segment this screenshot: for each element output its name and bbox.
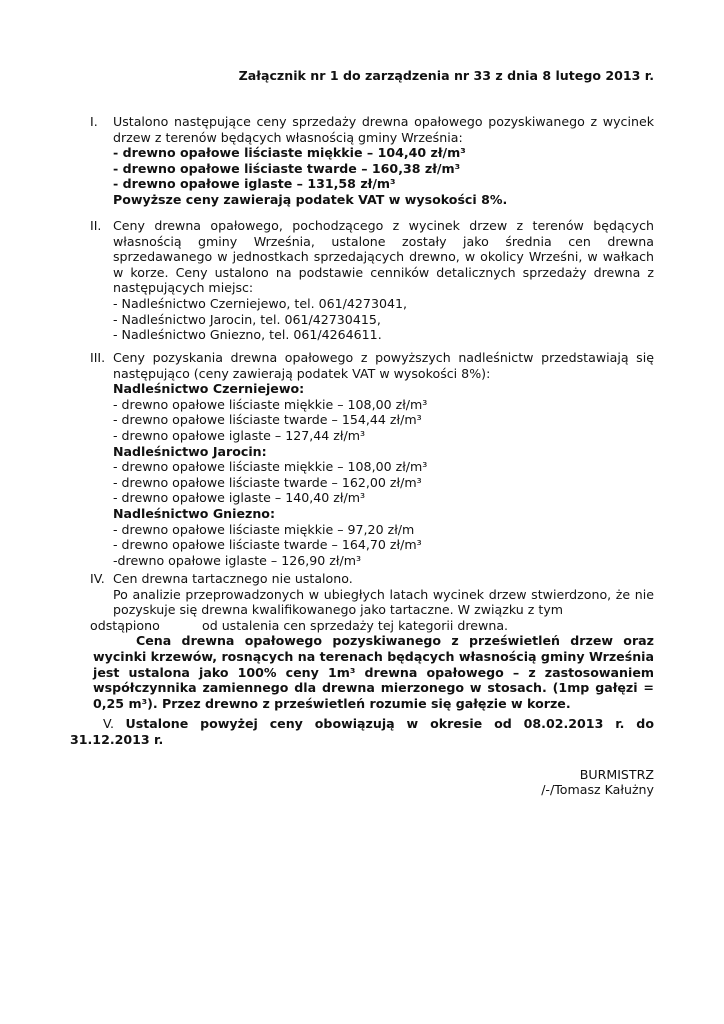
section-4 — [90, 571, 654, 711]
source-line: - Nadleśnictwo Jarocin, tel. 061/42730415, — [113, 311, 381, 327]
section-number: III. — [90, 350, 106, 365]
validity-text: Ustalone powyżej ceny obowiązują w okresie od 08.02.2013 r. do 31.12.2013 r. — [70, 716, 654, 747]
decision-text: od ustalenia cen sprzedaży tej kategorii drewna. — [202, 617, 509, 633]
source-line: - Nadleśnictwo Gniezno, tel. 061/4264611. — [113, 327, 382, 343]
forestry-name: Nadleśnictwo Czerniejewo: — [113, 381, 305, 397]
section-number: I. — [90, 114, 98, 129]
forestry-name: Nadleśnictwo Gniezno: — [113, 505, 275, 521]
price-line: - drewno opałowe liściaste miękkie – 108,00 zł/m³ — [113, 396, 428, 412]
source-line: - Nadleśnictwo Czerniejewo, tel. 061/4273041, — [113, 295, 407, 311]
price-line: - drewno opałowe liściaste twarde – 160,38 zł/m³ — [113, 160, 461, 176]
price-line: - drewno opałowe liściaste twarde – 154,44 zł/m³ — [113, 412, 422, 428]
section-number: IV. — [90, 571, 105, 586]
price-line: - drewno opałowe iglaste – 127,44 zł/m³ — [113, 427, 366, 443]
section-intro: Ceny pozyskania drewna opałowego z powyższych nadleśnictw przedstawiają się następująco (ceny zawierają podatek VAT w wysokości 8%): — [113, 350, 654, 381]
price-line: - drewno opałowe liściaste miękkie – 108,00 zł/m³ — [113, 459, 428, 475]
price-line: - drewno opałowe liściaste twarde – 162,00 zł/m³ — [113, 474, 422, 490]
price-line: - drewno opałowe liściaste miękkie – 97,20 zł/m — [113, 521, 415, 537]
price-line: -drewno opałowe iglaste – 126,90 zł/m³ — [113, 552, 362, 568]
price-line: - drewno opałowe iglaste – 140,40 zł/m³ — [113, 490, 366, 506]
sawn-timber-explanation: Po analizie przeprowadzonych w ubiegłych latach wycinek drzew stwierdzono, że nie pozyskuje się drewna kwalifikowanego jako tartaczne. W związku z tym — [113, 586, 654, 618]
price-line: - drewno opałowe iglaste – 131,58 zł/m³ — [113, 176, 396, 192]
vat-note: Powyższe ceny zawierają podatek VAT w wysokości 8%. — [113, 191, 508, 207]
section-intro: Ceny drewna opałowego, pochodzącego z wycinek drzew z terenów będących własnością gminy Września, ustalone zostały jako średnia cen drewna sprzedawanego w jednostkach sprzedających drewno, w okolicy Wrześni, w wałkach w korze. Ceny ustalono na podstawie cenników detalicznych sprzedaży drewna z następujących miejsc: — [113, 218, 654, 296]
section-intro: Ustalono następujące ceny sprzedaży drewna opałowego pozyskiwanego z wycinek drzew z terenów będących własnością gminy Września: — [113, 114, 654, 145]
branches-price-paragraph: Cena drewna opałowego pozyskiwanego z prześwietleń drzew oraz wycinki krzewów, rosnących na terenach będących własnością gminy Września jest ustalona jako 100% ceny 1m³ drewna opałowego – z zastosowaniem współczynnika zamiennego dla drewna mierzonego w stosach. (1mp gałęzi = 0,25 m³). Przez drewno z prześwietleń rozumie się gałęzie w korze. — [93, 633, 654, 711]
section-5 — [70, 716, 654, 747]
section-number: II. — [90, 218, 102, 233]
price-line: - drewno opałowe liściaste miękkie – 104,40 zł/m³ — [113, 145, 466, 161]
signature-name: /-/Tomasz Kałużny — [541, 782, 654, 797]
section-2 — [90, 218, 654, 343]
signature-role: BURMISTRZ — [579, 767, 654, 782]
forestry-name: Nadleśnictwo Jarocin: — [113, 443, 267, 459]
section-intro: Cen drewna tartacznego nie ustalono. — [113, 571, 353, 586]
section-3 — [90, 350, 654, 568]
price-line: - drewno opałowe liściaste twarde – 164,70 zł/m³ — [113, 537, 422, 553]
validity-paragraph — [70, 716, 654, 747]
decision-word: odstąpiono — [90, 617, 160, 633]
attachment-title: Załącznik nr 1 do zarządzenia nr 33 z dnia 8 lutego 2013 r. — [238, 68, 654, 83]
section-number: V. — [103, 716, 114, 731]
section-1 — [90, 114, 654, 208]
sawn-timber-decision — [90, 618, 654, 634]
